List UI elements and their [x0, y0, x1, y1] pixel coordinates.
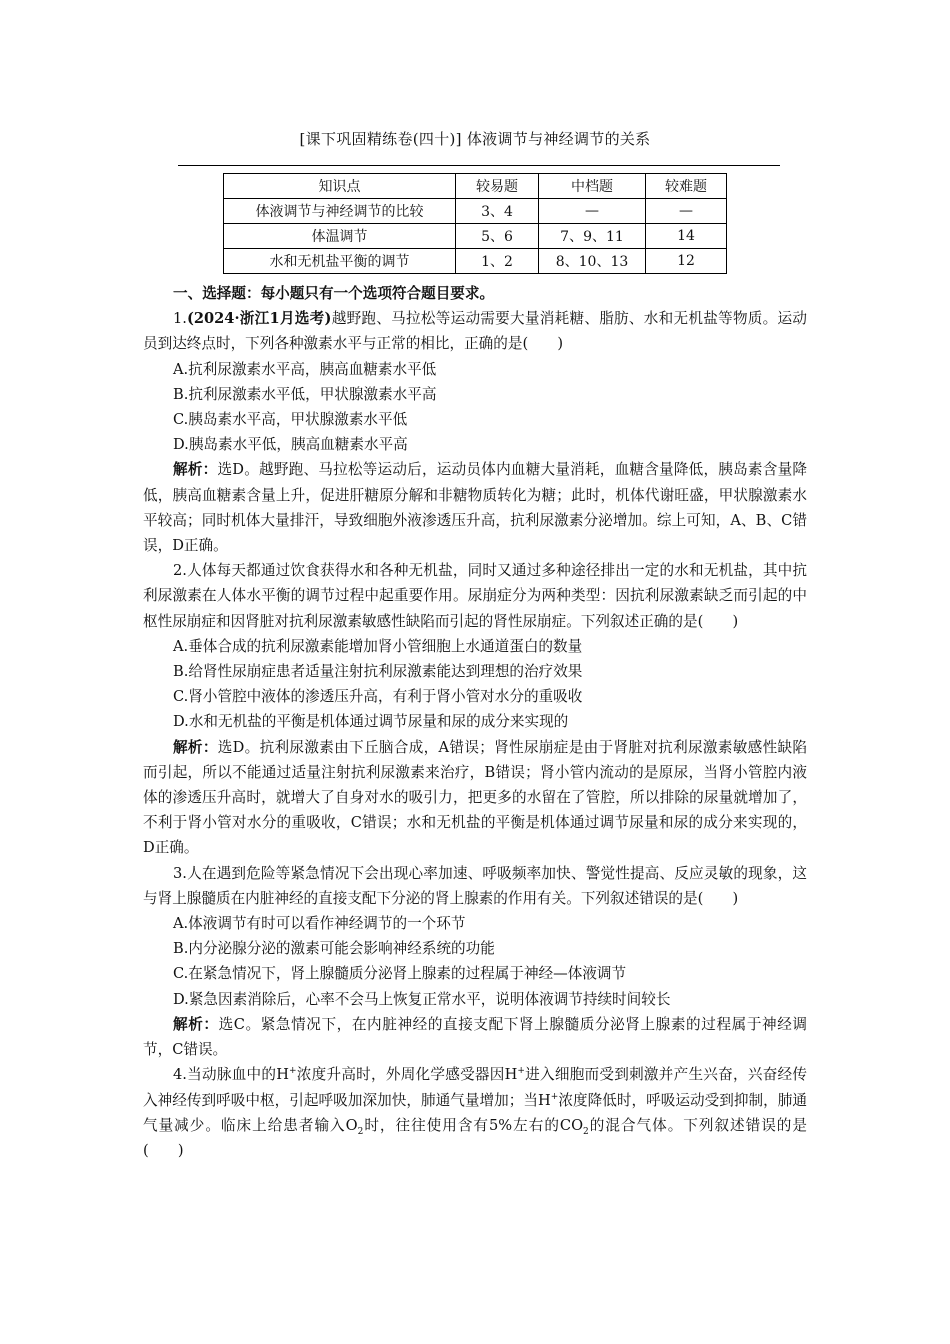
question-3-stem: 3.人在遇到危险等紧急情况下会出现心率加速、呼吸频率加快、警觉性提高、反应灵敏的现象，这与肾上腺髓质在内脏神经的直接支配下分泌的肾上腺素的作用有关。下列叙述错误的是( ) [143, 864, 807, 907]
analysis-text: 选D。越野跑、马拉松等运动后，运动员体内血糖大量消耗，血糖含量降低，胰岛素含量降低，胰高血糖素含量上升，促进肝糖原分解和非糖物质转化为糖；此时，机体代谢旺盛，甲状腺激素水平较高；同时机体大量排汗，导致细胞外液渗透压升高，抗利尿激素分泌增加。综上可知，A、B、C错误，D正确。 [143, 461, 807, 555]
table-cell: — [539, 199, 646, 224]
question-1-text: 越野跑、马拉松等运动需要大量消耗糖、脂肪、水和无机盐等物质。运动员到达终点时，下列各种激素水平与正常的相比，正确的是( ) [143, 310, 807, 353]
question-3-analysis [143, 1012, 807, 1062]
table-row [224, 199, 727, 224]
question-2-option-d: D.水和无机盐的平衡是机体通过调节尿量和尿的成分来实现的 [173, 713, 569, 731]
table-cell: 5、6 [456, 224, 539, 249]
question-1-source: (2024·浙江1月选考) [186, 310, 332, 328]
table-cell: 水和无机盐平衡的调节 [224, 249, 456, 274]
table-header-row [224, 174, 727, 199]
analysis-text: 选D。抗利尿激素由下丘脑合成，A错误；肾性尿崩症是由于肾脏对抗利尿激素敏感性缺陷而引起，所以不能通过适量注射抗利尿激素来治疗，B错误；肾小管内流动的是原尿，当肾小管腔内液体的渗透压升高时，就增大了自身对水的吸引力，把更多的水留在了管腔，所以排除的尿量就增加了，不利于肾小管对水分的重吸收，C错误；水和无机盐的平衡是机体通过调节尿量和尿的成分来实现的，D正确。 [143, 738, 807, 857]
superscript-plus: + [550, 1091, 559, 1102]
question-2-option-a: A.垂体合成的抗利尿激素能增加肾小管细胞上水通道蛋白的数量 [173, 637, 583, 655]
table-cell: 体液调节与神经调节的比较 [224, 199, 456, 224]
question-4-text: 浓度升高时，外周化学感受器因H [296, 1066, 518, 1084]
table-row [224, 224, 727, 249]
table-cell: — [646, 199, 727, 224]
title-divider [178, 165, 780, 166]
section-heading: 一、选择题：每小题只有一个选项符合题目要求。 [173, 285, 495, 302]
table-header-cell: 中档题 [539, 174, 646, 199]
question-4-text: 的混合气体。下列叙述错误的是( ) [143, 1116, 807, 1159]
analysis-text: 选C。紧急情况下，在内脏神经的直接支配下肾上腺髓质分泌肾上腺素的过程属于神经调节，C错误。 [143, 1015, 807, 1059]
page-title: [课下巩固精练卷(四十)] 体液调节与神经调节的关系 [299, 130, 651, 148]
question-body [143, 281, 807, 1163]
table-cell: 14 [646, 224, 727, 249]
analysis-label: 解析： [173, 461, 218, 479]
question-3-option-d: D.紧急因素消除后，心率不会马上恢复正常水平，说明体液调节持续时间较长 [173, 990, 671, 1008]
question-3-option-c: C.在紧急情况下，肾上腺髓质分泌肾上腺素的过程属于神经—体液调节 [173, 965, 627, 983]
superscript-plus: + [517, 1066, 525, 1077]
table-header-cell: 较难题 [646, 174, 727, 199]
table-header-cell: 知识点 [224, 174, 456, 199]
question-1-option-b: B.抗利尿激素水平低，甲状腺激素水平高 [173, 385, 437, 403]
question-1-analysis [143, 457, 807, 558]
question-1-option-d: D.胰岛素水平低，胰高血糖素水平高 [173, 436, 408, 454]
question-1-number: 1. [173, 310, 187, 328]
question-2-option-c: C.肾小管腔中液体的渗透压升高，有利于肾小管对水分的重吸收 [173, 688, 583, 706]
subscript-2: 2 [583, 1126, 589, 1137]
question-4-text: 时，往往使用含有5%左右的CO [363, 1116, 584, 1134]
question-1-option-a: A.抗利尿激素水平高，胰高血糖素水平低 [173, 360, 437, 378]
table-cell: 3、4 [456, 199, 539, 224]
question-3-option-b: B.内分泌腺分泌的激素可能会影响神经系统的功能 [173, 940, 495, 958]
question-2-analysis [143, 735, 807, 861]
question-3-option-a: A.体液调节有时可以看作神经调节的一个环节 [173, 915, 466, 933]
table-cell: 1、2 [456, 249, 539, 274]
question-4-text: 进入细胞而受到刺激并产生兴奋，兴奋经传入神经传到呼吸中枢，引起呼吸加深加快，肺通气量增加；当H [143, 1066, 807, 1109]
table-cell: 体温调节 [224, 224, 456, 249]
question-1-option-c: C.胰岛素水平高，甲状腺激素水平低 [173, 411, 408, 429]
question-2-option-b: B.给肾性尿崩症患者适量注射抗利尿激素能达到理想的治疗效果 [173, 663, 583, 681]
subscript-2: 2 [357, 1126, 364, 1137]
question-4-text: 4.当动脉血中的H [173, 1066, 289, 1084]
question-2-stem: 2.人体每天都通过饮食获得水和各种无机盐，同时又通过多种途径排出一定的水和无机盐，其中抗利尿激素在人体水平衡的调节过程中起重要作用。尿崩症分为两种类型：因抗利尿激素缺乏而引起的中枢性尿崩症和因肾脏对抗利尿激素敏感性缺陷而引起的肾性尿崩症。下列叙述正确的是( ) [143, 562, 807, 630]
knowledge-point-table [223, 173, 727, 274]
question-4-stem [143, 1062, 807, 1163]
question-4-text: 浓度降低时，呼吸运动受到抑制，肺通气量减少。临床上给患者输入O [143, 1091, 807, 1134]
question-1-stem [143, 306, 807, 356]
table-cell: 12 [646, 249, 727, 274]
analysis-label: 解析： [173, 1015, 219, 1033]
table-cell: 8、10、13 [539, 249, 646, 274]
superscript-plus: + [288, 1066, 297, 1077]
table-header-cell: 较易题 [456, 174, 539, 199]
table-row [224, 249, 727, 274]
table-cell: 7、9、11 [539, 224, 646, 249]
analysis-label: 解析： [173, 738, 218, 756]
